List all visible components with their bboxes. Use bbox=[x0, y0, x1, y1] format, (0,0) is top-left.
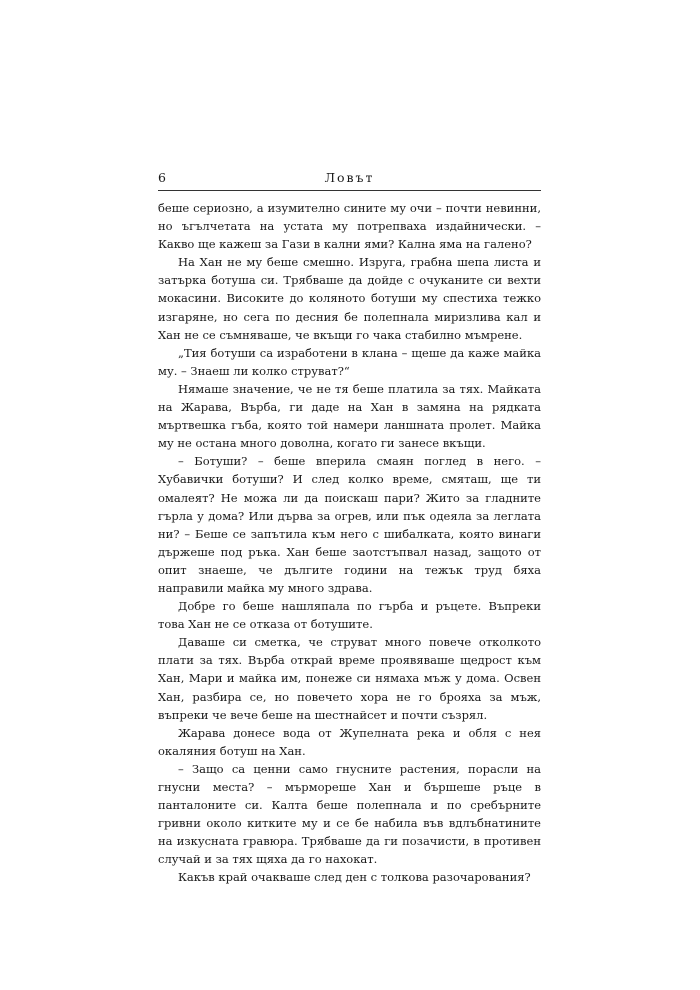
paragraph-5: – Ботуши? – беше вперила смаян поглед в него. – Хубавички ботуши? И след колко време, смяташ, ще ти омалеят? Не можа ли да поискаш пари? Жито за гладните гърла у дома? Или дърва за огрев, или пък одеяла за леглата ни? – Беше се запътила към него с шибалката, която винаги държеше под ръка. Хан беше заотстъпвал назад, защото от опит знаеше, че дългите години на тежък труд бяха направили майка му много здрава. bbox=[158, 454, 541, 595]
paragraph-1: беше сериозно, а изумително сините му очи – почти невинни, но ъгълчетата на устата му потрепваха издайнически. – Какво ще кажеш за Гази в кални ями? Кална яма на галено? bbox=[158, 201, 541, 252]
paragraph-3: „Тия ботуши са изработени в клана – щеше да каже майка му. – Знаеш ли колко струват?“ bbox=[158, 345, 541, 378]
body-text bbox=[158, 199, 541, 887]
paragraph-6: Добре го беше нашляпала по гърба и ръцете. Въпреки това Хан не се отказа от ботушите. bbox=[158, 599, 541, 632]
paragraph-8: Жарава донесе вода от Жупелната река и обля с нея окаляния ботуш на Хан. bbox=[158, 725, 541, 758]
paragraph-10: Какъв край очакваше след ден с толкова разочарования? bbox=[178, 870, 531, 885]
book-page bbox=[158, 168, 541, 887]
running-head bbox=[158, 168, 541, 191]
page-number: 6 bbox=[158, 170, 166, 185]
paragraph-4: Нямаше значение, че не тя беше платила за тях. Майката на Жарава, Върба, ги даде на Хан в замяна на рядката мъртвешка гъба, която той намери ланшната пролет. Майка му не остана много доволна, когато ги занесе вкъщи. bbox=[158, 381, 541, 451]
paragraph-7: Даваше си сметка, че струват много повече отколкото плати за тях. Върба открай време проявяваше щедрост към Хан, Мари и майка им, понеже си нямаха мъж у дома. Освен Хан, разбира се, но повечето хора не го брояха за мъж, въпреки че вече беше на шестнайсет и почти съзрял. bbox=[158, 635, 541, 722]
running-title: Ловът bbox=[324, 170, 375, 185]
paragraph-9: – Защо са ценни само гнусните растения, порасли на гнусни места? – мърмореше Хан и бършеше ръце в панталоните си. Калта беше полепнала и по сребърните гривни около китките му и се бе набила във вдлъбнатините на изкусната гравюра. Трябваше да ги позачисти, в противен случай и за тях щяха да го нахокат. bbox=[158, 761, 541, 867]
paragraph-2: На Хан не му беше смешно. Изруга, грабна шепа листа и затърка ботуша си. Трябваше да дойде с очуканите си вехти мокасини. Високите до коляното ботуши му спестиха тежко изгаряне, но сега по десния бе полепнала миризлива кал и Хан не се съмняваше, че вкъщи го чака стабилно мъмрене. bbox=[158, 255, 541, 342]
